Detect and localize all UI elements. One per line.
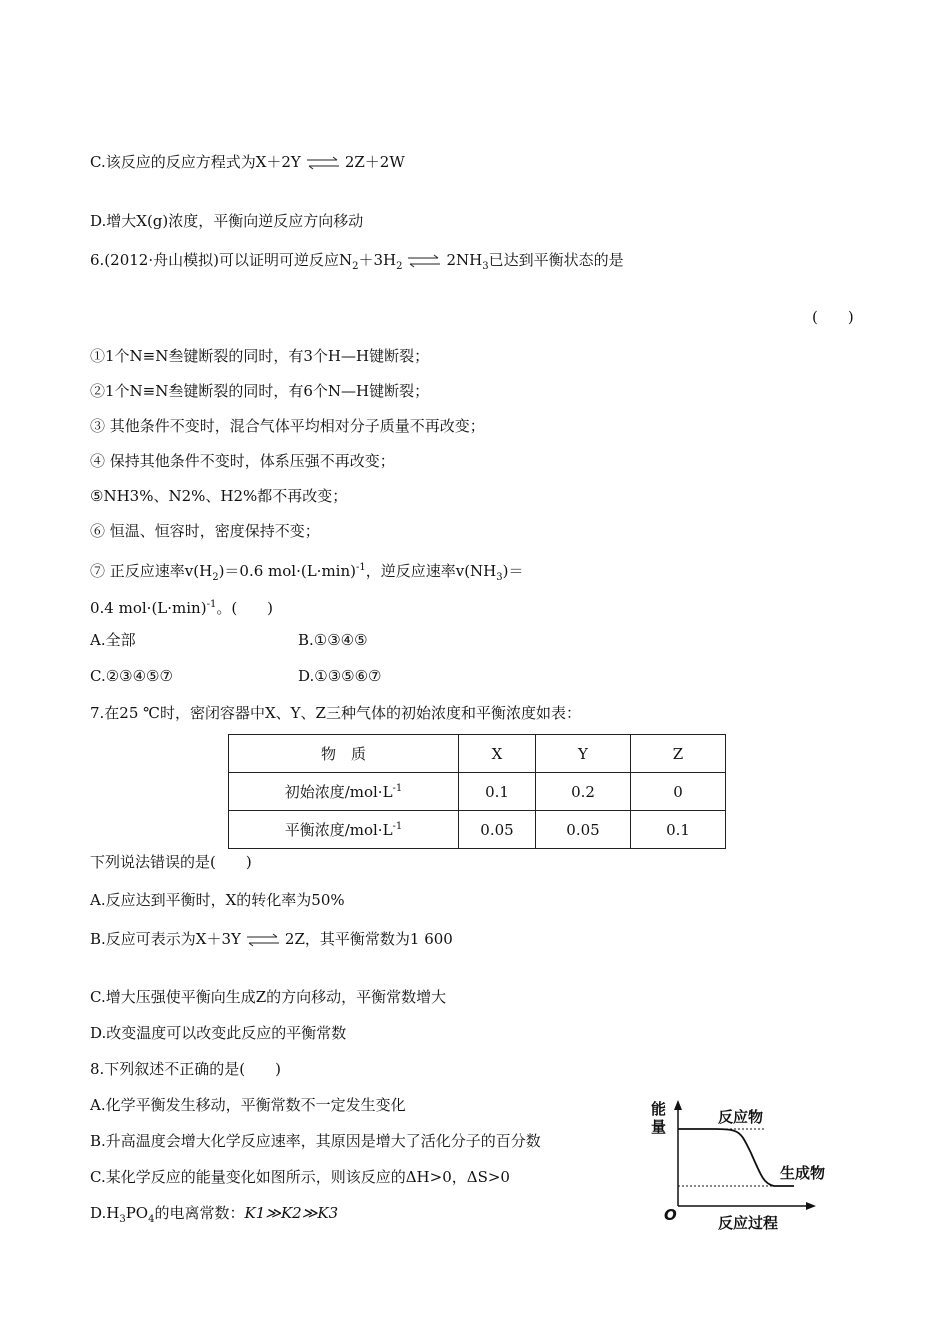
table-cell: 0.1 [459,773,536,811]
equilibrium-arrows-icon [406,253,442,269]
q8-option-d [90,1203,338,1230]
q5-option-c [90,152,405,172]
table-header-cell: Z [631,735,726,773]
q8-option-b: B.升高温度会增大化学反应速率，其原因是增大了活化分子的百分数 [90,1132,541,1150]
origin-label: O [664,1206,677,1224]
q5-option-c-text: C.该反应的反应方程式为X＋2Y [90,153,301,171]
energy-diagram [646,1098,846,1236]
q7-option-b-text: B.反应可表示为X＋3Y [90,930,241,948]
y-axis-label-1: 能 [651,1100,667,1118]
q6-item-7-line2-end: 。( ) [216,599,274,617]
q6-item-7-c: ，逆反应速率v(NH [365,562,497,580]
reactant-label: 反应物 [718,1108,764,1126]
table-cell: 0.05 [459,811,536,849]
q8-option-d-mid: PO [125,1204,149,1222]
q7-stem: 7.在25 ℃时，密闭容器中X、Y、Z三种气体的初始浓度和平衡浓度如表： [90,704,581,722]
q6-stem-end: 已达到平衡状态的是 [488,251,624,269]
subscript: 2 [212,572,219,583]
table-header-row [229,735,726,773]
table-cell: 0.05 [536,811,631,849]
answer-paren: ( ) [812,308,854,326]
superscript: -1 [392,821,403,832]
q6-product: 2NH [446,251,483,269]
q6-option-a: A.全部 [90,631,136,649]
table-header-cell: Y [536,735,631,773]
q8-option-a: A.化学平衡发生移动，平衡常数不一定发生变化 [90,1096,406,1114]
table-row [229,773,726,811]
table-cell: 0 [631,773,726,811]
q8-option-d-label: 的电离常数： [154,1204,245,1222]
superscript: -1 [392,783,403,794]
q6-item-2: ②1个N≡N叁键断裂的同时，有6个N—H键断裂； [90,382,430,400]
q8-option-d-text: D.H [90,1204,120,1222]
q6-item-7-d: )＝ [502,562,524,580]
subscript: 2 [396,261,403,272]
q6-item-7-a: ⑦ 正反应速率v(H [90,562,213,580]
equilibrium-arrows-icon [245,932,281,948]
product-label: 生成物 [780,1164,826,1182]
q6-options-row-2 [90,666,382,686]
q8-option-d-constants: K1≫K2≫K3 [244,1204,339,1222]
table-row [229,811,726,849]
y-axis-label-2: 量 [651,1118,667,1136]
q6-options-row-1 [90,630,368,650]
q7-option-c: C.增大压强使平衡向生成Z的方向移动，平衡常数增大 [90,988,447,1006]
table-header-cell: 物 质 [229,735,459,773]
q6-item-7-b: )＝0.6 mol·(L·min) [218,562,356,580]
energy-curve [678,1129,794,1186]
concentration-table [228,734,726,849]
q6-item-6: ⑥ 恒温、恒容时，密度保持不变； [90,522,320,540]
q7-option-b [90,929,453,949]
row-label-text: 初始浓度/mol·L [284,783,393,801]
q6-option-c: C.②③④⑤⑦ [90,667,173,685]
q8-stem: 8.下列叙述不正确的是( ) [90,1060,282,1078]
table-row-label [229,811,459,849]
q6-item-7-line2-text: 0.4 mol·(L·min) [90,599,207,617]
q7-option-d: D.改变温度可以改变此反应的平衡常数 [90,1024,347,1042]
table-header-cell: X [459,735,536,773]
y-axis-arrow-icon [674,1100,682,1110]
q6-option-d: D.①③⑤⑥⑦ [298,667,382,685]
subscript: 3 [496,572,503,583]
q6-item-3: ③ 其他条件不变时，混合气体平均相对分子质量不再改变； [90,417,485,435]
q6-option-b: B.①③④⑤ [298,631,368,649]
q7-option-b-end: 2Z，其平衡常数为1 600 [284,930,453,948]
subscript: 3 [119,1214,126,1225]
x-axis-arrow-icon [806,1202,816,1210]
q5-option-c-products: 2Z＋2W [344,153,405,171]
superscript: -1 [206,599,217,610]
q8-option-c: C.某化学反应的能量变化如图所示，则该反应的ΔH>0，ΔS>0 [90,1168,510,1186]
row-label-text: 平衡浓度/mol·L [284,821,393,839]
q6-item-7 [90,558,524,588]
q5-option-d: D.增大X(g)浓度，平衡向逆反应方向移动 [90,212,364,230]
subscript: 4 [148,1214,155,1225]
subscript: 2 [352,261,359,272]
q6-stem-text: 6.(2012·舟山模拟)可以证明可逆反应N [90,251,353,269]
table-row-label [229,773,459,811]
q6-item-1: ①1个N≡N叁键断裂的同时，有3个H—H键断裂； [90,347,430,365]
x-axis-label: 反应过程 [718,1214,779,1232]
q6-item-4: ④ 保持其他条件不变时，体系压强不再改变； [90,452,395,470]
equilibrium-arrows-icon [305,155,341,171]
q6-item-7-line2 [90,595,273,618]
subscript: 3 [482,261,489,272]
q6-stem [90,250,624,277]
q6-item-5: ⑤NH3%、N2%、H2%都不再改变； [90,487,348,505]
q7-option-a: A.反应达到平衡时，X的转化率为50% [90,891,345,909]
table-cell: 0.1 [631,811,726,849]
q7-question: 下列说法错误的是( ) [90,853,252,871]
table-cell: 0.2 [536,773,631,811]
superscript: -1 [355,562,366,573]
q6-stem-mid: ＋3H [358,251,397,269]
